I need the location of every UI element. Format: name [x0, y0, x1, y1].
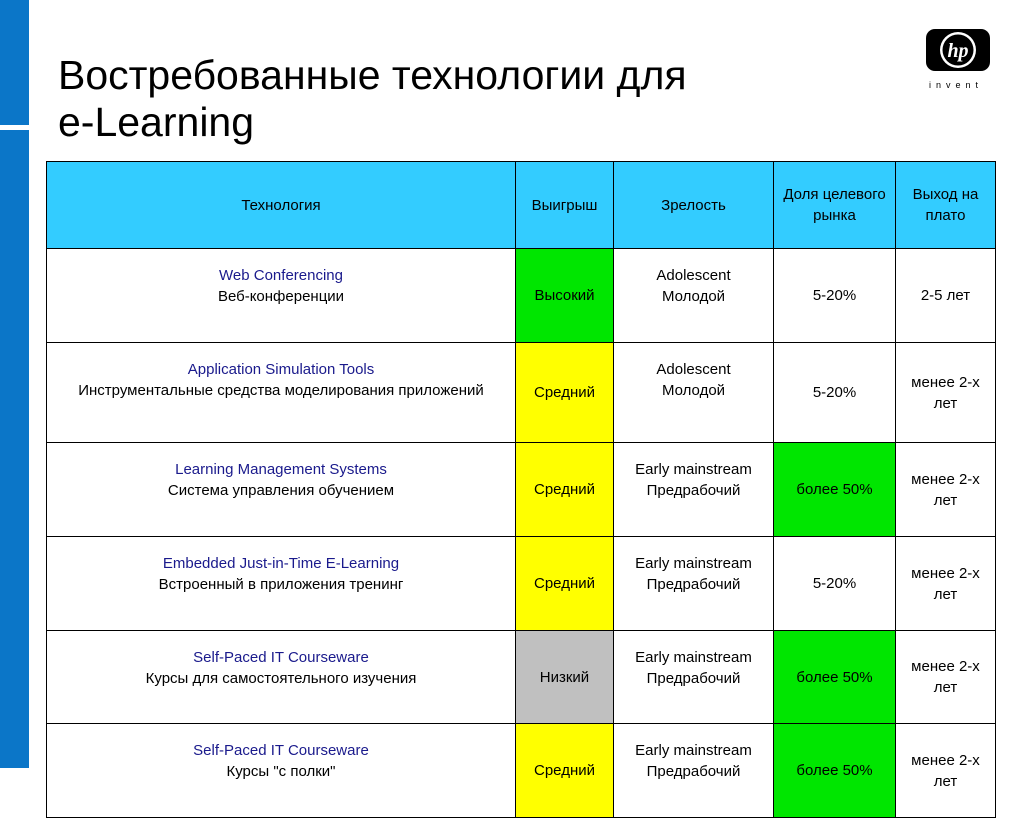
benefit-cell: Средний	[516, 724, 614, 818]
table-row	[47, 631, 996, 724]
maturity-en: Early mainstream	[635, 649, 752, 666]
technology-cell	[47, 724, 516, 818]
technology-name-en: Web Conferencing	[219, 267, 343, 284]
technology-name-en: Self-Paced IT Courseware	[193, 649, 369, 666]
table-row	[47, 249, 996, 343]
plateau-cell: менее 2-х лет	[896, 537, 996, 631]
technology-cell	[47, 631, 516, 724]
header-benefit: Выигрыш	[516, 162, 614, 249]
maturity-ru: Молодой	[661, 382, 726, 399]
market-share-cell: более 50%	[774, 443, 896, 537]
plateau-cell: менее 2-х лет	[896, 631, 996, 724]
maturity-en: Early mainstream	[635, 555, 752, 572]
table-row	[47, 724, 996, 818]
slide-title-line-2: e-Learning	[58, 99, 255, 145]
maturity-cell	[614, 443, 774, 537]
benefit-cell: Низкий	[516, 631, 614, 724]
header-maturity: Зрелость	[614, 162, 774, 249]
technology-cell	[47, 443, 516, 537]
market-share-cell: более 50%	[774, 724, 896, 818]
table-row	[47, 443, 996, 537]
maturity-ru: Молодой	[661, 288, 726, 305]
maturity-en: Early mainstream	[635, 742, 752, 759]
table-header-row	[47, 162, 996, 249]
table-row	[47, 537, 996, 631]
header-technology: Технология	[47, 162, 516, 249]
maturity-ru: Предрабочий	[646, 576, 741, 593]
maturity-ru: Предрабочий	[646, 482, 741, 499]
maturity-cell	[614, 249, 774, 343]
maturity-ru: Предрабочий	[646, 763, 741, 780]
technology-name-ru: Курсы "с полки"	[226, 763, 336, 780]
technology-cell	[47, 537, 516, 631]
market-share-cell: более 50%	[774, 631, 896, 724]
left-bar-stripe	[0, 125, 29, 130]
maturity-ru: Предрабочий	[646, 670, 741, 687]
benefit-cell: Средний	[516, 443, 614, 537]
technology-cell	[47, 343, 516, 443]
technology-name-en: Application Simulation Tools	[187, 361, 375, 378]
plateau-cell: менее 2-х лет	[896, 724, 996, 818]
technology-name-ru: Система управления обучением	[167, 482, 395, 499]
technology-name-en: Learning Management Systems	[175, 461, 387, 478]
benefit-cell: Высокий	[516, 249, 614, 343]
hp-logo	[917, 28, 995, 96]
market-share-cell: 5-20%	[774, 343, 896, 443]
plateau-cell: менее 2-х лет	[896, 343, 996, 443]
market-share-cell: 5-20%	[774, 537, 896, 631]
hp-logo-mark: hp	[947, 40, 969, 62]
technology-name-ru: Инструментальные средства моделирования приложений	[78, 382, 484, 399]
plateau-cell: 2-5 лет	[896, 249, 996, 343]
technology-cell	[47, 249, 516, 343]
header-plateau: Выход на плато	[896, 162, 996, 249]
technology-name-en: Embedded Just-in-Time E-Learning	[162, 555, 400, 572]
table-row	[47, 343, 996, 443]
maturity-cell	[614, 343, 774, 443]
technology-table	[46, 161, 996, 818]
technology-name-en: Self-Paced IT Courseware	[193, 742, 369, 759]
maturity-en: Adolescent	[656, 361, 731, 378]
technology-name-ru: Встроенный в приложения тренинг	[158, 576, 404, 593]
benefit-cell: Средний	[516, 537, 614, 631]
maturity-en: Early mainstream	[635, 461, 752, 478]
slide-title	[58, 52, 878, 146]
hp-logo-tagline: invent	[928, 80, 984, 90]
maturity-en: Adolescent	[656, 267, 731, 284]
plateau-cell: менее 2-х лет	[896, 443, 996, 537]
maturity-cell	[614, 537, 774, 631]
left-accent-bar	[0, 0, 29, 768]
maturity-cell	[614, 724, 774, 818]
benefit-cell: Средний	[516, 343, 614, 443]
technology-name-ru: Веб-конференции	[217, 288, 345, 305]
header-market-share: Доля целевого рынка	[774, 162, 896, 249]
market-share-cell: 5-20%	[774, 249, 896, 343]
hp-logo-badge	[925, 28, 991, 72]
technology-name-ru: Курсы для самостоятельного изучения	[145, 670, 417, 687]
slide-title-line-1: Востребованные технологии для	[58, 52, 687, 98]
maturity-cell	[614, 631, 774, 724]
